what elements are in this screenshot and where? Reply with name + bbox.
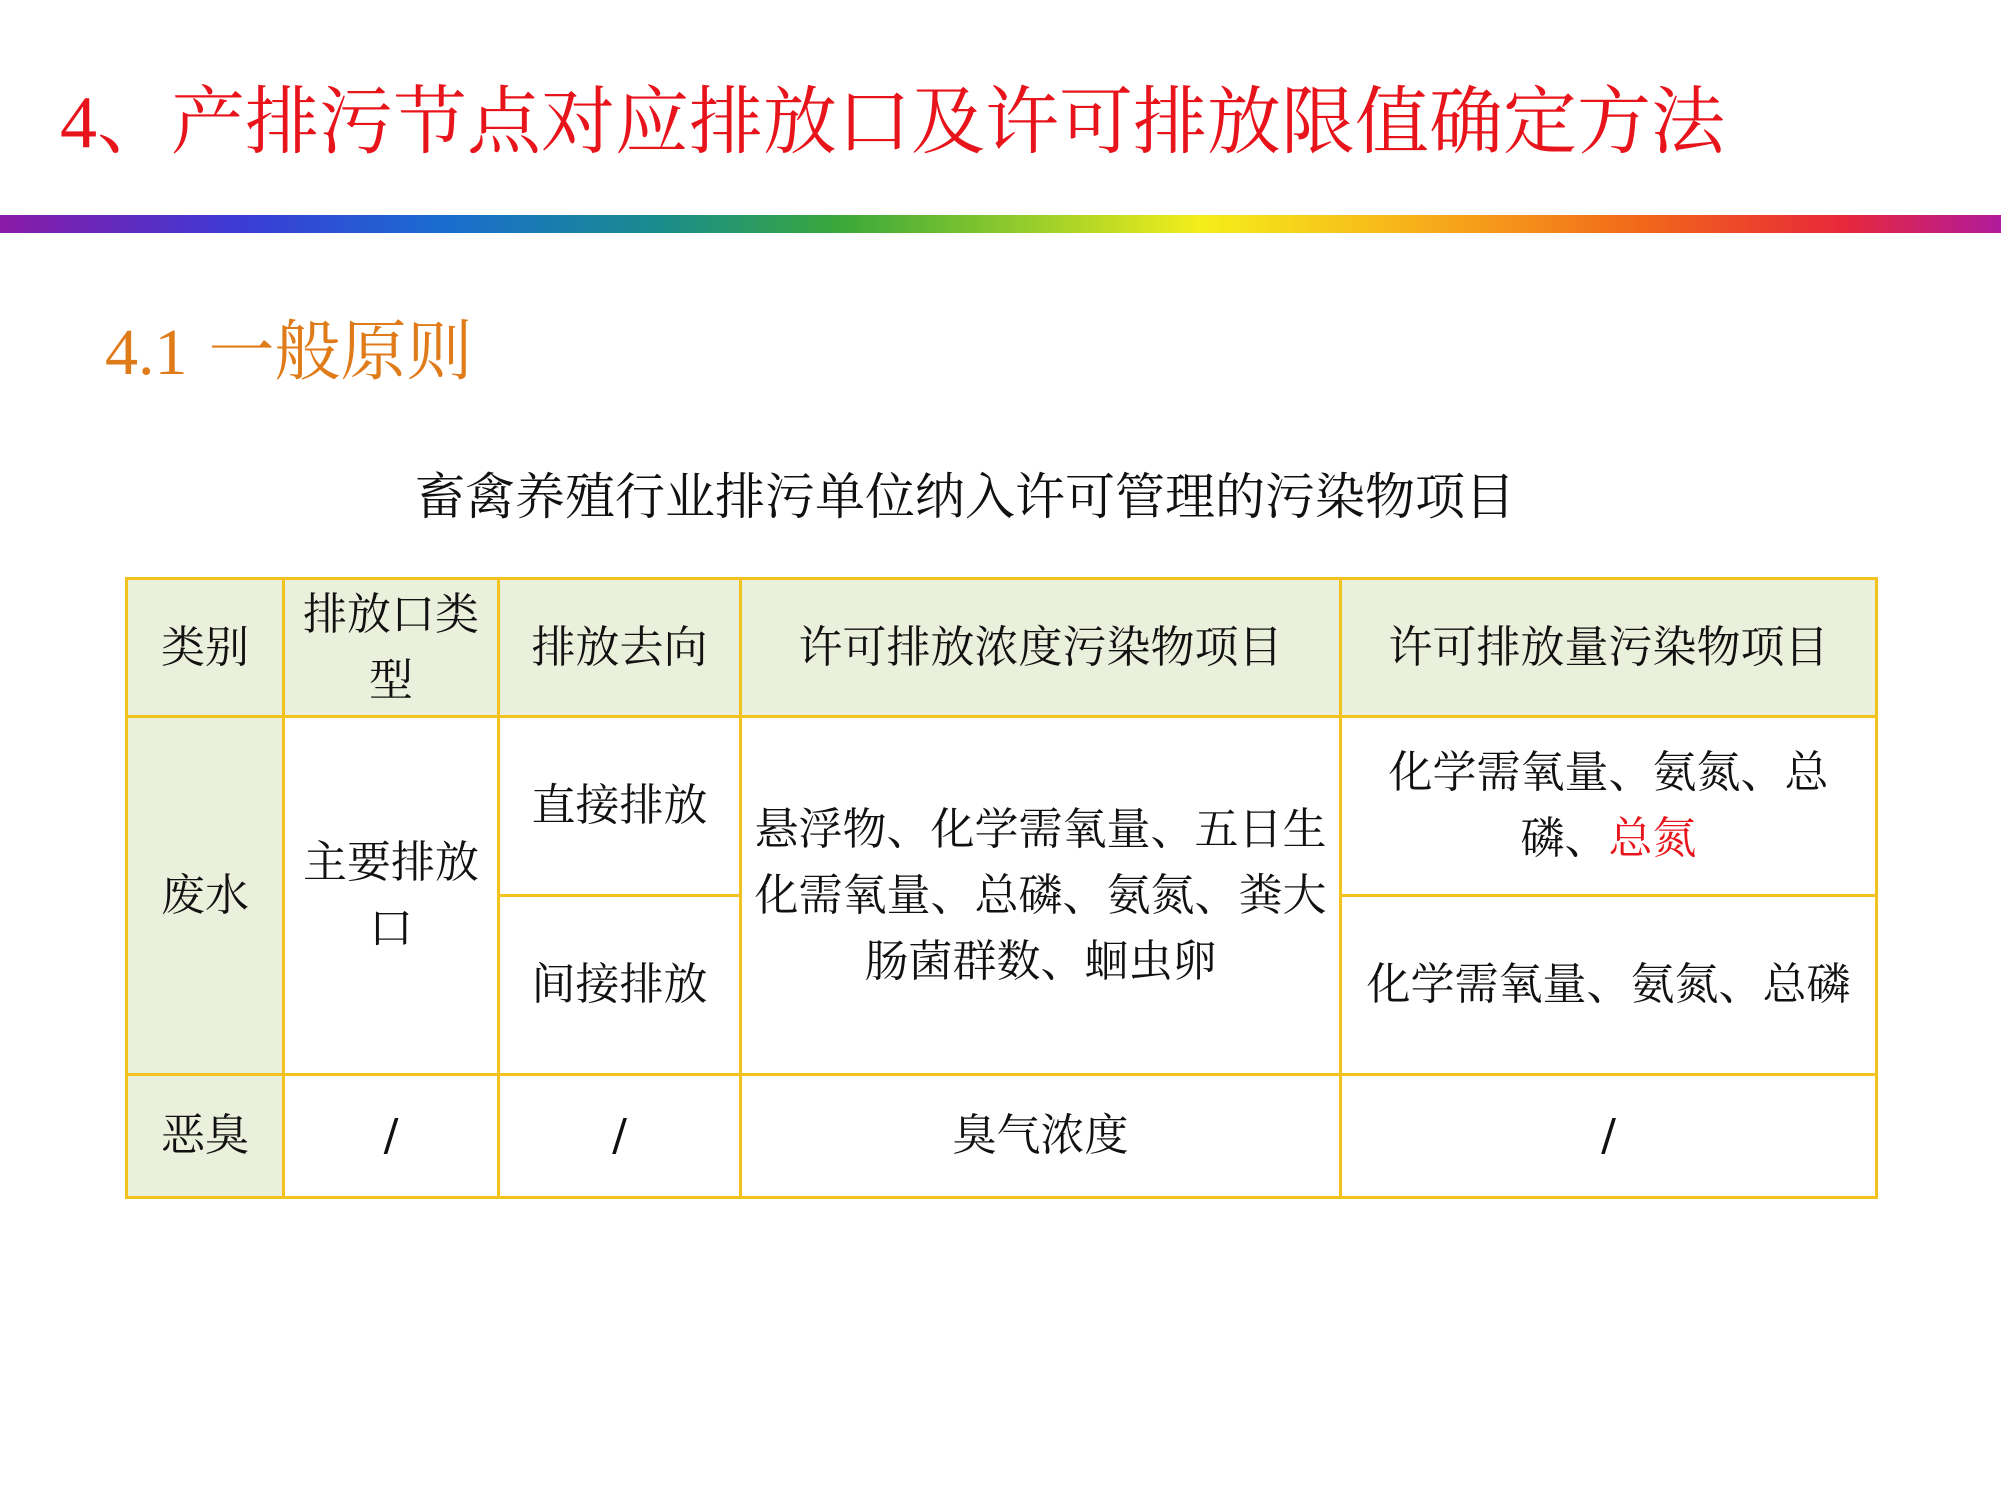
header-category: 类别 — [127, 579, 284, 717]
rainbow-divider — [0, 215, 2001, 233]
cell-odor-quantity-items: / — [1341, 1075, 1877, 1198]
cell-odor-discharge-direction: / — [499, 1075, 741, 1198]
header-quantity-items: 许可排放量污染物项目 — [1341, 579, 1877, 717]
cell-direct-quantity-items — [1341, 717, 1877, 896]
header-discharge-direction: 排放去向 — [499, 579, 741, 717]
cell-wastewater-concentration-items: 悬浮物、化学需氧量、五日生化需氧量、总磷、氨氮、粪大肠菌群数、蛔虫卵 — [741, 717, 1341, 1075]
cell-wastewater-outlet-type: 主要排放口 — [284, 717, 499, 1075]
direct-quantity-text: 化学需氧量、氨氮、总磷、 — [1388, 747, 1829, 864]
cell-odor-outlet-type: / — [284, 1075, 499, 1198]
section-number: 4.1 — [105, 316, 188, 389]
section-heading-text: 一般原则 — [187, 313, 473, 390]
cell-indirect-discharge: 间接排放 — [499, 896, 741, 1075]
direct-quantity-highlight: 总氮 — [1608, 813, 1697, 864]
cell-wastewater-category: 废水 — [127, 717, 284, 1075]
table-row — [127, 717, 1877, 896]
slide-title — [60, 72, 1725, 173]
cell-odor-concentration-items: 臭气浓度 — [741, 1075, 1341, 1198]
table-row — [127, 1075, 1877, 1198]
pollutant-table — [125, 577, 1878, 1199]
slide-title-text: 、产排污节点对应排放口及许可排放限值确定方法 — [97, 79, 1725, 165]
header-outlet-type: 排放口类型 — [284, 579, 499, 717]
header-concentration-items: 许可排放浓度污染物项目 — [741, 579, 1341, 717]
cell-indirect-quantity-items: 化学需氧量、氨氮、总磷 — [1341, 896, 1877, 1075]
cell-odor-category: 恶臭 — [127, 1075, 284, 1198]
table-header-row — [127, 579, 1877, 717]
section-heading — [105, 312, 472, 393]
cell-direct-discharge: 直接排放 — [499, 717, 741, 896]
table-caption: 畜禽养殖行业排污单位纳入许可管理的污染物项目 — [415, 468, 1515, 526]
slide-title-number: 4 — [60, 82, 97, 164]
